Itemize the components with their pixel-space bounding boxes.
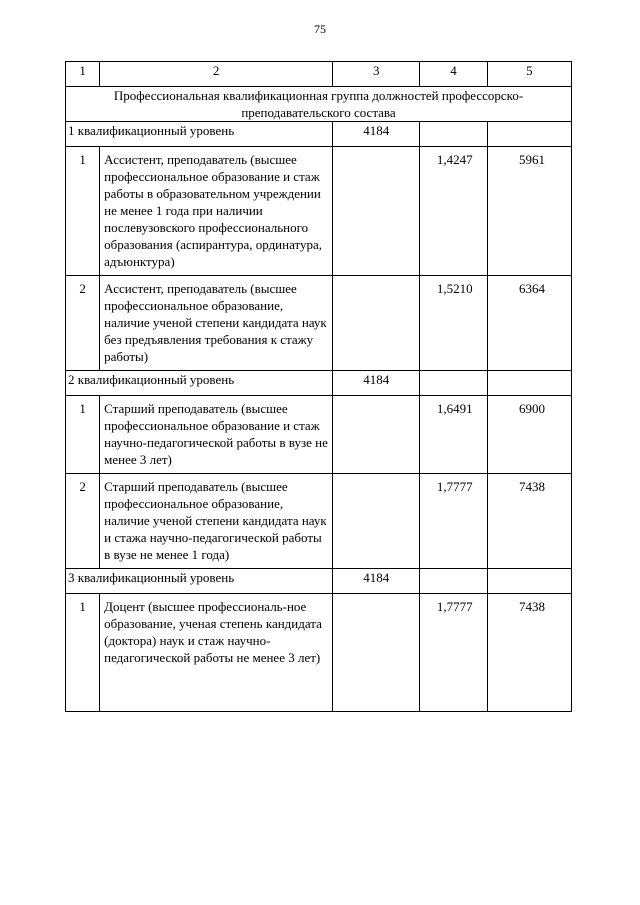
position-description: Старший преподаватель (высшее профессиональное образование и стаж научно-педагогической работы в вузе не менее 3 лет) bbox=[100, 396, 333, 474]
salary-table bbox=[65, 61, 572, 712]
column-header: 5 bbox=[487, 62, 571, 87]
row-number: 1 bbox=[66, 147, 100, 276]
table-row bbox=[66, 276, 572, 371]
page-number: 75 bbox=[314, 22, 326, 36]
level-row bbox=[66, 569, 572, 594]
level-base-rate: 4184 bbox=[333, 371, 420, 396]
column-header: 4 bbox=[420, 62, 487, 87]
row-number: 2 bbox=[66, 276, 100, 371]
level-row bbox=[66, 371, 572, 396]
table-row bbox=[66, 474, 572, 569]
row-number: 2 bbox=[66, 474, 100, 569]
salary: 7438 bbox=[487, 474, 571, 569]
salary: 6900 bbox=[487, 396, 571, 474]
column-header: 1 bbox=[66, 62, 100, 87]
position-description: Ассистент, преподаватель (высшее профессиональное образование, наличие ученой степени кандидата наук без предъявления требования к стажу работы) bbox=[100, 276, 333, 371]
table-row bbox=[66, 396, 572, 474]
row-number: 1 bbox=[66, 396, 100, 474]
column-header: 2 bbox=[100, 62, 333, 87]
table-row bbox=[66, 147, 572, 276]
column-header: 3 bbox=[333, 62, 420, 87]
group-title-row bbox=[66, 87, 572, 122]
level-label: 1 квалификационный уровень bbox=[66, 122, 333, 147]
level-base-rate: 4184 bbox=[333, 122, 420, 147]
salary: 5961 bbox=[487, 147, 571, 276]
salary: 6364 bbox=[487, 276, 571, 371]
position-description: Доцент (высшее профессиональ-ное образование, ученая степень кандидата (доктора) наук и стаж научно-педагогической работы не менее 3 лет) bbox=[100, 594, 333, 712]
column-number-row bbox=[66, 62, 572, 87]
coefficient: 1,5210 bbox=[420, 276, 487, 371]
table-row bbox=[66, 594, 572, 712]
coefficient: 1,7777 bbox=[420, 594, 487, 712]
position-description: Ассистент, преподаватель (высшее профессиональное образование и стаж работы в образовательном учреждении не менее 1 года при наличии послевузовского профессионального образования (аспирантура, ординатура, адъюнктура) bbox=[100, 147, 333, 276]
coefficient: 1,6491 bbox=[420, 396, 487, 474]
group-title: Профессиональная квалификационная группа должностей профессорско-преподавательского состава bbox=[66, 87, 572, 122]
coefficient: 1,7777 bbox=[420, 474, 487, 569]
row-number: 1 bbox=[66, 594, 100, 712]
level-label: 2 квалификационный уровень bbox=[66, 371, 333, 396]
level-base-rate: 4184 bbox=[333, 569, 420, 594]
salary: 7438 bbox=[487, 594, 571, 712]
level-label: 3 квалификационный уровень bbox=[66, 569, 333, 594]
position-description: Старший преподаватель (высшее профессиональное образование, наличие ученой степени кандидата наук и стажа научно-педагогической работы в вузе не менее 1 года) bbox=[100, 474, 333, 569]
coefficient: 1,4247 bbox=[420, 147, 487, 276]
level-row bbox=[66, 122, 572, 147]
